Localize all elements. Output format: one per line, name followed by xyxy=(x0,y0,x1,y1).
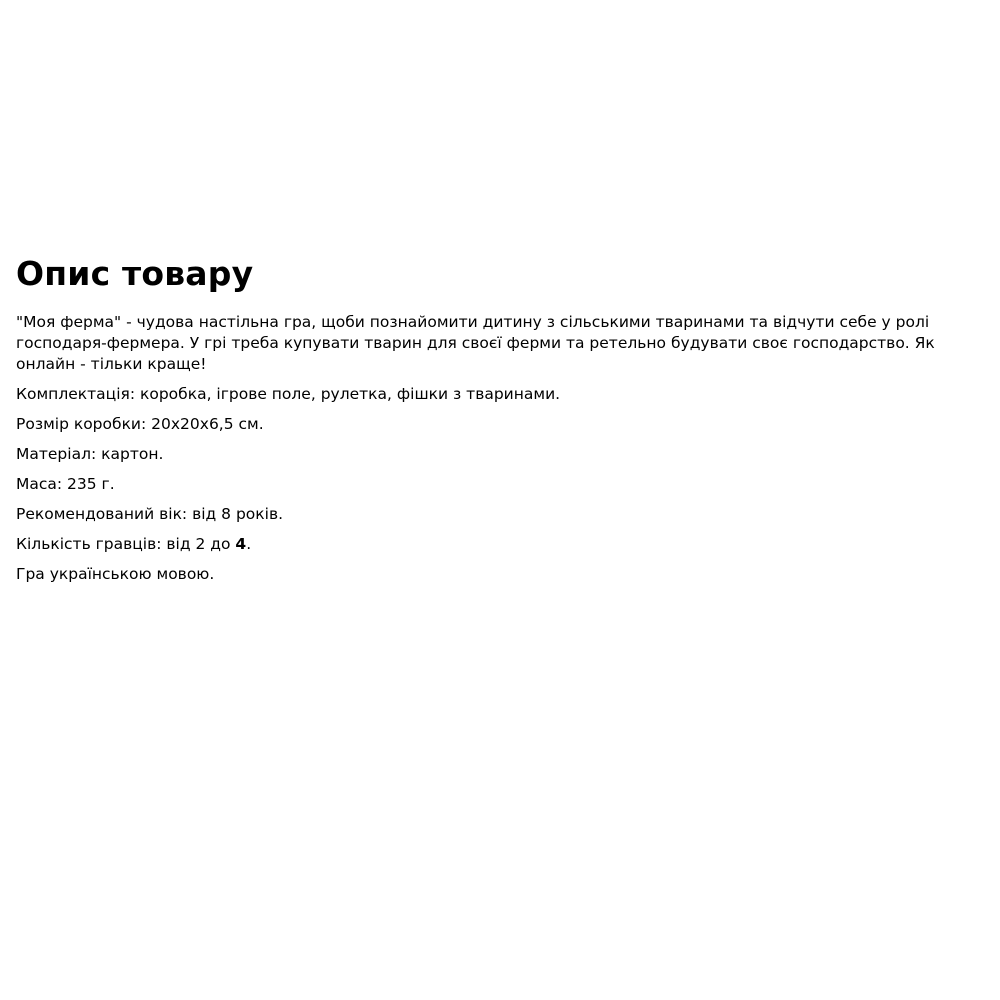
spec-material: Матеріал: картон. xyxy=(16,445,164,463)
spec-players-prefix: Кількість гравців: від 2 до xyxy=(16,535,236,553)
page-title: Опис товару xyxy=(16,254,254,293)
spec-language: Гра українською мовою. xyxy=(16,565,215,583)
spec-players-suffix: . xyxy=(246,535,252,553)
spec-box-size: Розмір коробки: 20x20x6,5 см. xyxy=(16,415,264,433)
spec-recommended-age: Рекомендований вік: від 8 років. xyxy=(16,505,284,523)
spec-players xyxy=(16,534,984,555)
spec-players-max: 4 xyxy=(235,535,247,553)
spec-weight: Маса: 235 г. xyxy=(16,475,115,493)
spec-contents: Комплектація: коробка, ігрове поле, рулетка, фішки з тваринами. xyxy=(16,385,561,403)
product-description-text: "Моя ферма" - чудова настільна гра, щоби познайомити дитину з сільськими тваринами та відчути себе у ролі господаря-фермера. У грі треба купувати тварин для своєї ферми та ретельно будувати своє господарство. Як онлайн - тільки краще! xyxy=(16,313,935,373)
